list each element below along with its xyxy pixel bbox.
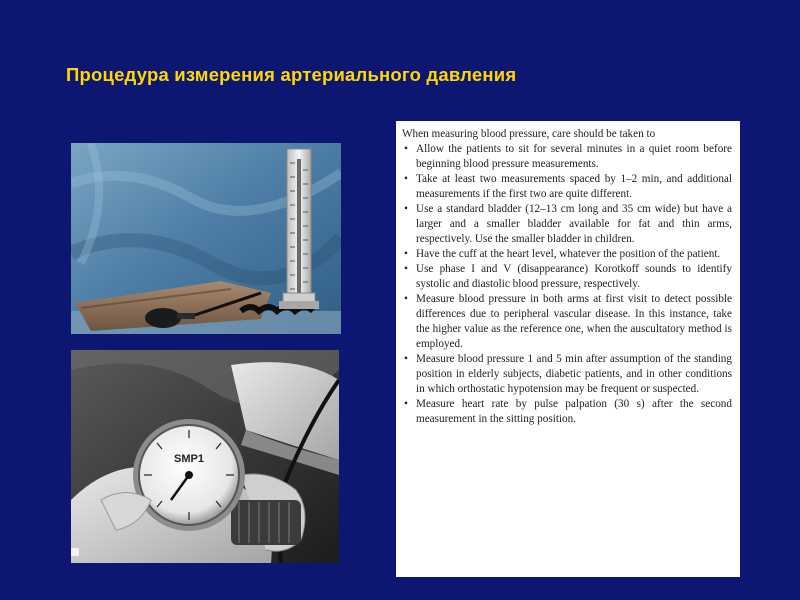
guideline-item: • Allow the patients to sit for several minutes in a quiet room before beginning blood pressure measurements.: [402, 142, 732, 172]
sphygmomanometer-photo: [71, 143, 341, 334]
aneroid-gauge-icon: [71, 350, 339, 563]
guidelines-text-box: [396, 121, 740, 577]
guideline-item: • Have the cuff at the heart level, whatever the position of the patient.: [402, 247, 732, 262]
gauge-brand: SMP1: [174, 453, 204, 465]
mercury-sphygmomanometer-icon: [71, 143, 341, 334]
guideline-item: • Use phase I and V (disappearance) Korotkoff sounds to identify systolic and diastolic blood pressure, respectively.: [402, 262, 732, 292]
guideline-item: • Measure heart rate by pulse palpation (30 s) after the second measurement in the sitting position.: [402, 397, 732, 427]
slide-title: Процедура измерения артериального давления: [66, 64, 517, 85]
guidelines-intro: When measuring blood pressure, care should be taken to: [402, 128, 656, 140]
guideline-item: • Measure blood pressure 1 and 5 min after assumption of the standing position in elderly subjects, diabetic patients, and in other conditions in which orthostatic hypotension may be frequent or suspected.: [402, 352, 732, 397]
aneroid-gauge-photo: [71, 350, 339, 563]
guideline-item: • Take at least two measurements spaced by 1–2 min, and additional measurements if the first two are quite different.: [402, 172, 732, 202]
guideline-item: • Measure blood pressure in both arms at first visit to detect possible differences due to peripheral vascular disease. In this instance, take the higher value as the reference one, when the auscultatory method is employed.: [402, 292, 732, 352]
guidelines-list: [402, 142, 732, 427]
guideline-item: • Use a standard bladder (12–13 cm long and 35 cm wide) but have a larger and a smaller bladder available for fat and thin arms, respectively. Use the smaller bladder in children.: [402, 202, 732, 247]
